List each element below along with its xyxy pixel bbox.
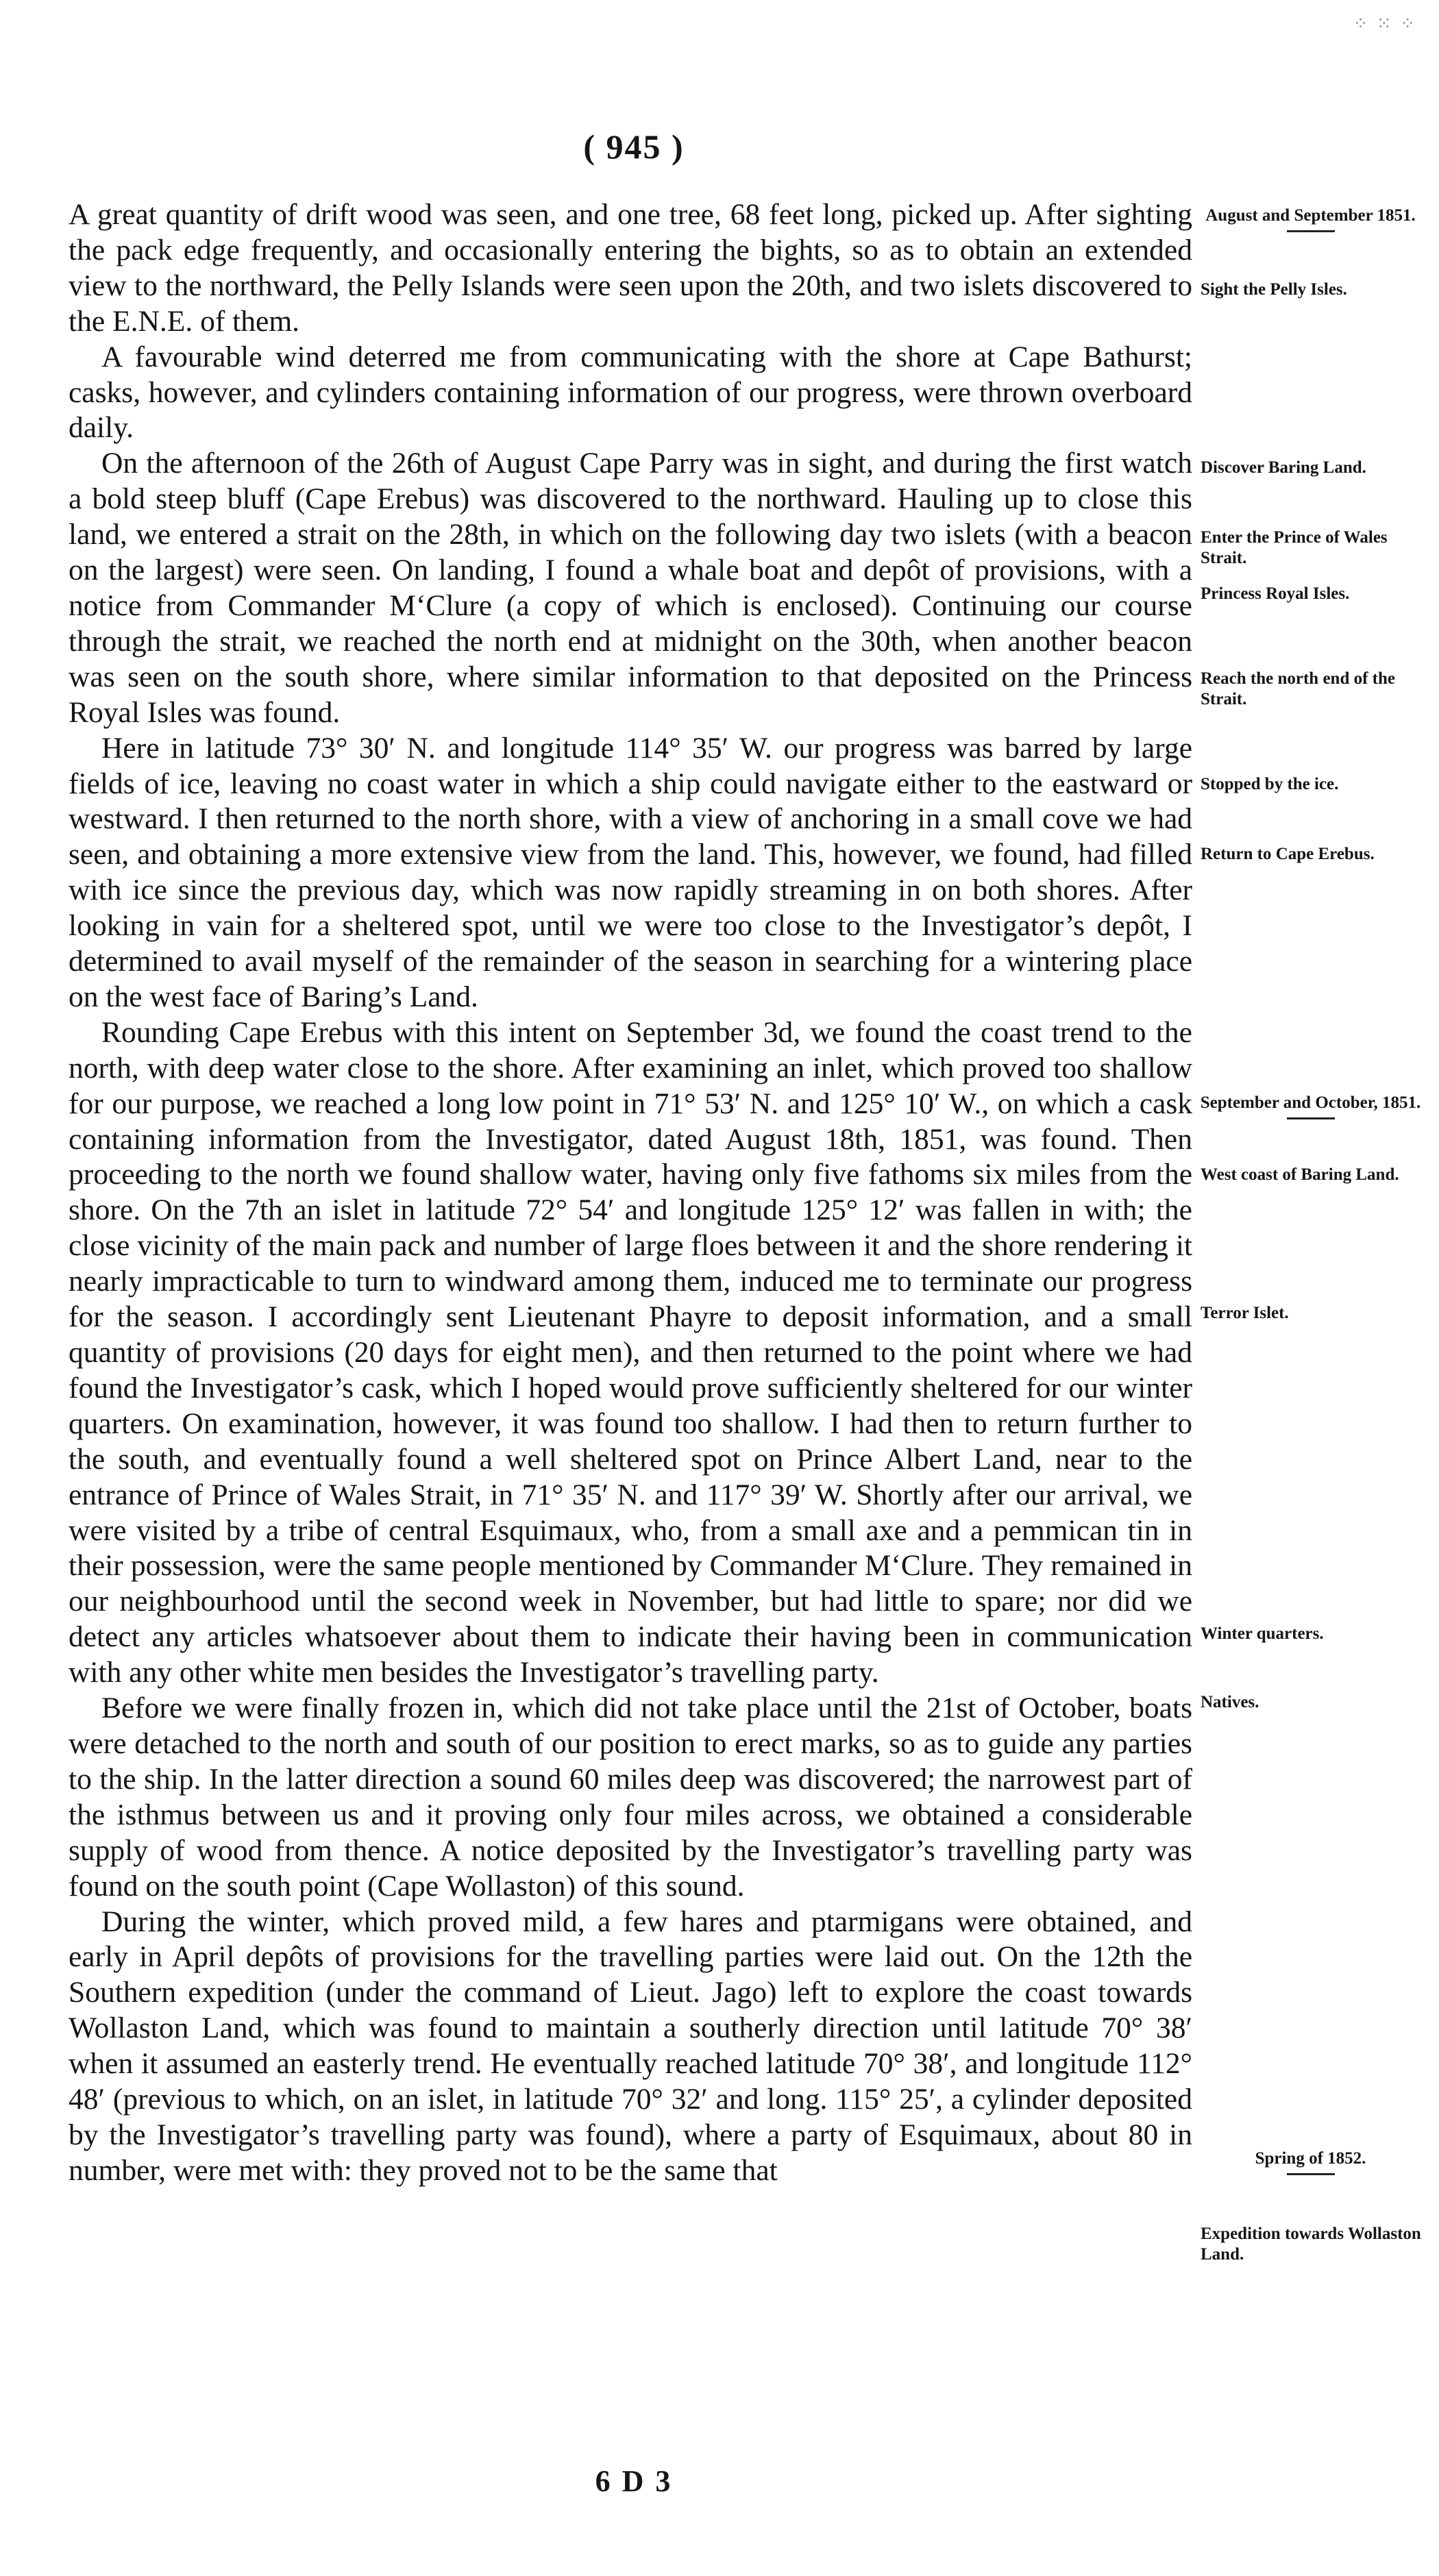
sidenote-rule	[1287, 2173, 1335, 2175]
sidenote-return-cape-erebus: Return to Cape Erebus.	[1201, 845, 1375, 863]
paragraph-frozen-in: Before we were finally frozen in, which did not take place until the 21st of October, boats were detached to the north and south of our position to erect marks, so as to guide any parties to the ship. In the latter direction a sound 60 miles deep was discovered; the narrowest part of the isthmus between us and it proving only four miles across, we obtained a considerable supply of wood from thence. A notice deposited by the Investigator’s travelling party was found on the south point (Cape Wollaston) of this sound.	[69, 1692, 1192, 1903]
sidenote-text: August and September 1851.	[1205, 206, 1416, 225]
sidenote-stopped-by-ice: Stopped by the ice.	[1201, 775, 1339, 793]
corner-library-mark: ⁘ ⁙ ⁘	[1353, 14, 1417, 34]
sidenote-discover-baring-land: Discover Baring Land.	[1201, 458, 1366, 477]
paragraph-rounding-cape-erebus: Rounding Cape Erebus with this intent on September 3d, we found the coast trend to the north, with deep water close to the shore. After examining an inlet, which proved too shallow for our purpose, we reached a long low point in 71° 53′ N. and 125° 10′ W., on which a cask containing information from the Investigator, dated August 18th, 1851, was found. Then proceeding to the north we found shallow water, having only five fathoms six miles from the shore. On the 7th an islet in latitude 72° 54′ and longitude 125° 12′ was fallen in with; the close vicinity of the main pack and number of large floes between it and the shore rendering it nearly impracticable to turn to windward among them, induced me to terminate our progress for the season. I accordingly sent Lieutenant Phayre to deposit information, and a small quantity of provisions (20 days for eight men), and then returned to the point where we had found the Investigator’s cask, which I hoped would prove sufficiently sheltered for our winter quarters. On examination, however, it was found too shallow. I had then to return further to the south, and eventually found a well sheltered spot on Prince Albert Land, near to the entrance of Prince of Wales Strait, in 71° 35′ N. and 117° 39′ W. Shortly after our arrival, we were visited by a tribe of central Esquimaux, who, from a small axe and a pemmican tin in their possession, were the same people mentioned by Commander M‘Clure. They remained in our neighbourhood until the second week in November, but had little to spare; nor did we detect any articles whatsoever about them to indicate their having been in communication with any other white men besides the Investigator’s travelling party.	[69, 1015, 1192, 1689]
paragraph-cape-parry: On the afternoon of the 26th of August Cape Parry was in sight, and during the first watch a bold steep bluff (Cape Erebus) was discovered to the northward. Hauling up to close this land, we entered a strait on the 28th, in which on the following day two islets (with a beacon on the largest) were seen. On landing, I found a whale boat and depôt of provisions, with a notice from Commander M‘Clure (a copy of which is enclosed). Continuing our course through the strait, we reached the north end at midnight on the 30th, when another beacon was seen on the south shore, where similar information to that deposited on the Princess Royal Isles was found.	[69, 447, 1192, 729]
body-text	[69, 197, 1192, 2189]
sidenote-west-coast-baring: West coast of Baring Land.	[1201, 1165, 1399, 1184]
sidenote-winter-quarters: Winter quarters.	[1201, 1624, 1324, 1643]
sidenote-expedition-wollaston: Expedition towards Wollaston Land.	[1201, 2225, 1421, 2264]
page-number: ( 945 )	[583, 127, 685, 166]
sidenote-pelly-isles: Sight the Pelly Isles.	[1201, 280, 1347, 299]
paragraph-during-winter: During the winter, which proved mild, a few hares and ptarmigans were obtained, and early in April depôts of provisions for the travelling parties were laid out. On the 12th the Southern expedition (under the command of Lieut. Jago) left to explore the coast towards Wollaston Land, which was found to maintain a southerly direction until latitude 70° 38′ when it assumed an easterly trend. He eventually reached latitude 70° 38′, and longitude 112° 48′ (previous to which, on an islet, in latitude 70° 32′ and long. 115° 25′, a cylinder deposited by the Investigator’s travelling party was found), where a party of Esquimaux, about 80 in number, were met with: they proved not to be the same that	[69, 1905, 1192, 2187]
sidenote-rule	[1287, 1117, 1335, 1119]
sidenote-north-end-strait: Reach the north end of the Strait.	[1201, 669, 1396, 708]
sidenote-text: September and October, 1851.	[1200, 1093, 1421, 1112]
sidenote-rule	[1287, 230, 1335, 232]
signature-mark: 6 D 3	[595, 2464, 673, 2498]
sidenote-princess-royal-isles: Princess Royal Isles.	[1201, 584, 1350, 603]
sidenote-prince-of-wales-strait: Enter the Prince of Wales Strait.	[1201, 528, 1388, 567]
paragraph-progress-barred: Here in latitude 73° 30′ N. and longitude 114° 35′ W. our progress was barred by large fields of ice, leaving no coast water in which a ship could navigate either to the eastward or westward. I then returned to the north shore, with a view of anchoring in a small cove we had seen, and obtaining a more extensive view from the land. This, however, we found, had filled with ice since the previous day, which was now rapidly streaming in on both shores. After looking in vain for a sheltered spot, until we were too close to the Investigator’s depôt, I determined to avail myself of the remainder of the season in searching for a wintering place on the west face of Baring’s Land.	[69, 731, 1192, 1013]
paragraph-cape-bathurst: A favourable wind deterred me from communicating with the shore at Cape Bathurst; casks, however, and cylinders containing information of our progress, were thrown overboard daily.	[69, 340, 1192, 445]
sidenote-terror-islet: Terror Islet.	[1201, 1304, 1289, 1322]
sidenote-september-october	[1196, 1093, 1425, 1119]
sidenote-august-september	[1196, 206, 1425, 232]
sidenote-text: Spring of 1852.	[1255, 2149, 1366, 2168]
sidenote-spring-1852	[1196, 2148, 1425, 2175]
sidenote-natives: Natives.	[1201, 1693, 1259, 1711]
paragraph-drift-wood: A great quantity of drift wood was seen, and one tree, 68 feet long, picked up. After sighting the pack edge frequently, and occasionally entering the bights, so as to obtain an extended view to the northward, the Pelly Islands were seen upon the 20th, and two islets discovered to the E.N.E. of them.	[69, 198, 1192, 338]
